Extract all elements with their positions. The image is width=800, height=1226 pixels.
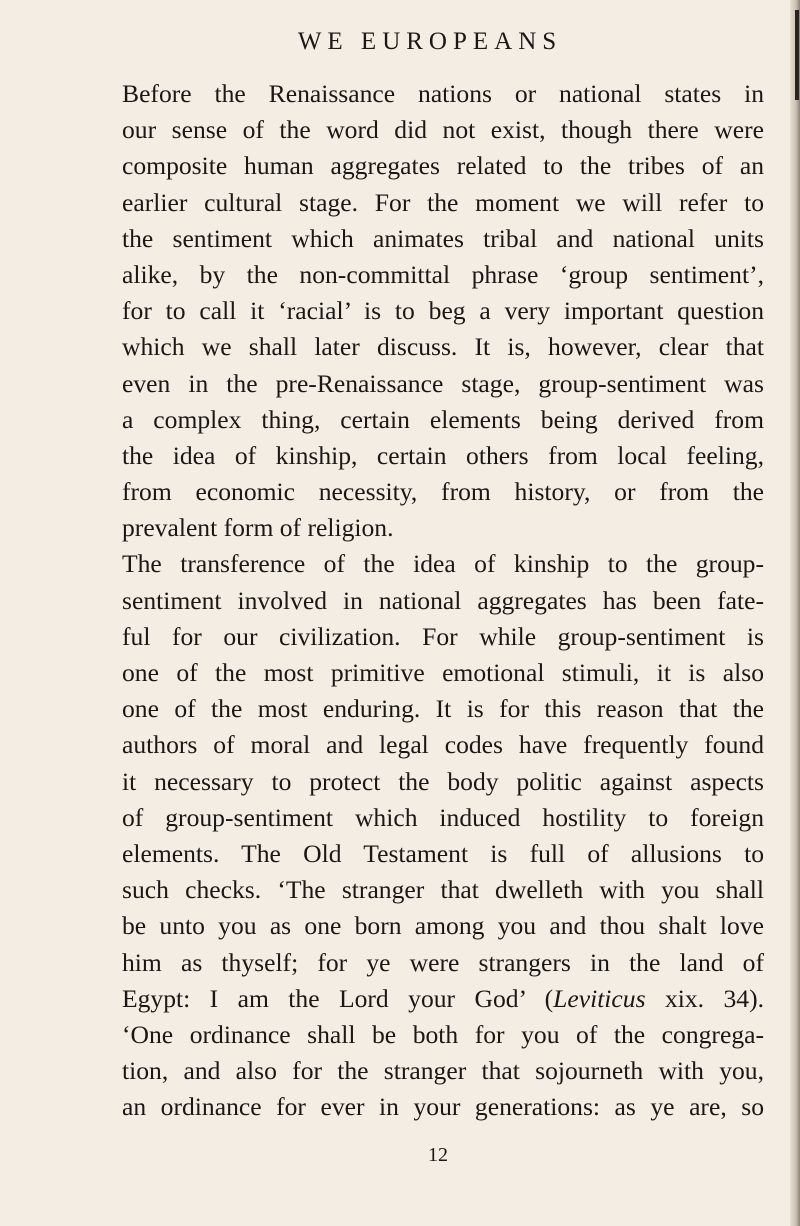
- text-line-6: alike, by the non-committal phrase ‘group sentiment’,: [122, 259, 764, 289]
- text-line-10: a complex thing, certain elements being derived from: [122, 404, 764, 434]
- text-line-4: earlier cultural stage. For the moment we will refer to: [122, 187, 764, 217]
- page-edge-shadow: [790, 0, 800, 1226]
- text-line-13: prevalent form of religion.: [122, 513, 394, 543]
- text-line-18: one of the most enduring. It is for this reason that the: [122, 694, 764, 724]
- text-line-5: the sentiment which animates tribal and national units: [122, 223, 764, 253]
- text-line-15: sentiment involved in national aggregates has been fate-: [122, 585, 764, 615]
- text-line-28: tion, and also for the stranger that sojourneth with you,: [122, 1056, 764, 1086]
- text-line-14: The transference of the idea of kinship to the group-: [122, 549, 764, 579]
- text-line-26-end: xix. 34).: [645, 983, 764, 1013]
- text-line-20: it necessary to protect the body politic against aspects: [122, 766, 764, 796]
- text-line-7: for to call it ‘racial’ is to beg a very important question: [122, 296, 764, 326]
- text-line-16: ful for our civilization. For while group-sentiment is: [122, 621, 764, 651]
- text-line-24: be unto you as one born among you and thou shalt love: [122, 911, 764, 941]
- text-line-26: [122, 981, 764, 1017]
- text-line-3: composite human aggregates related to the tribes of an: [122, 151, 764, 181]
- text-line-1: Before the Renaissance nations or national states in: [122, 79, 764, 108]
- text-line-11: the idea of kinship, certain others from local feeling,: [122, 440, 764, 470]
- text-line-2: our sense of the word did not exist, though there were: [122, 115, 764, 145]
- text-line-29: an ordinance for ever in your generations: as ye are, so: [122, 1092, 764, 1122]
- text-line-8: which we shall later discuss. It is, however, clear that: [122, 332, 764, 362]
- text-line-22: elements. The Old Testament is full of allusions to: [122, 838, 764, 868]
- text-line-21: of group-sentiment which induced hostility to foreign: [122, 802, 764, 832]
- text-line-23: such checks. ‘The stranger that dwelleth with you shall: [122, 875, 764, 905]
- text-line-9: even in the pre-Renaissance stage, group-sentiment was: [122, 368, 764, 398]
- text-line-17: one of the most primitive emotional stimuli, it is also: [122, 658, 764, 687]
- body-text: [122, 76, 764, 1125]
- page-number: 12: [428, 1144, 448, 1166]
- text-line-26-italic: Leviticus: [553, 983, 646, 1013]
- text-line-19: authors of moral and legal codes have frequently found: [122, 730, 764, 760]
- text-line-26-start: Egypt: I am the Lord your God’ (: [122, 983, 554, 1013]
- text-line-12: from economic necessity, from history, or from the: [122, 477, 764, 507]
- text-line-25: him as thyself; for ye were strangers in the land of: [122, 947, 764, 977]
- text-line-27: ‘One ordinance shall be both for you of the congrega-: [122, 1019, 764, 1049]
- running-head: WE EUROPEANS: [297, 28, 563, 55]
